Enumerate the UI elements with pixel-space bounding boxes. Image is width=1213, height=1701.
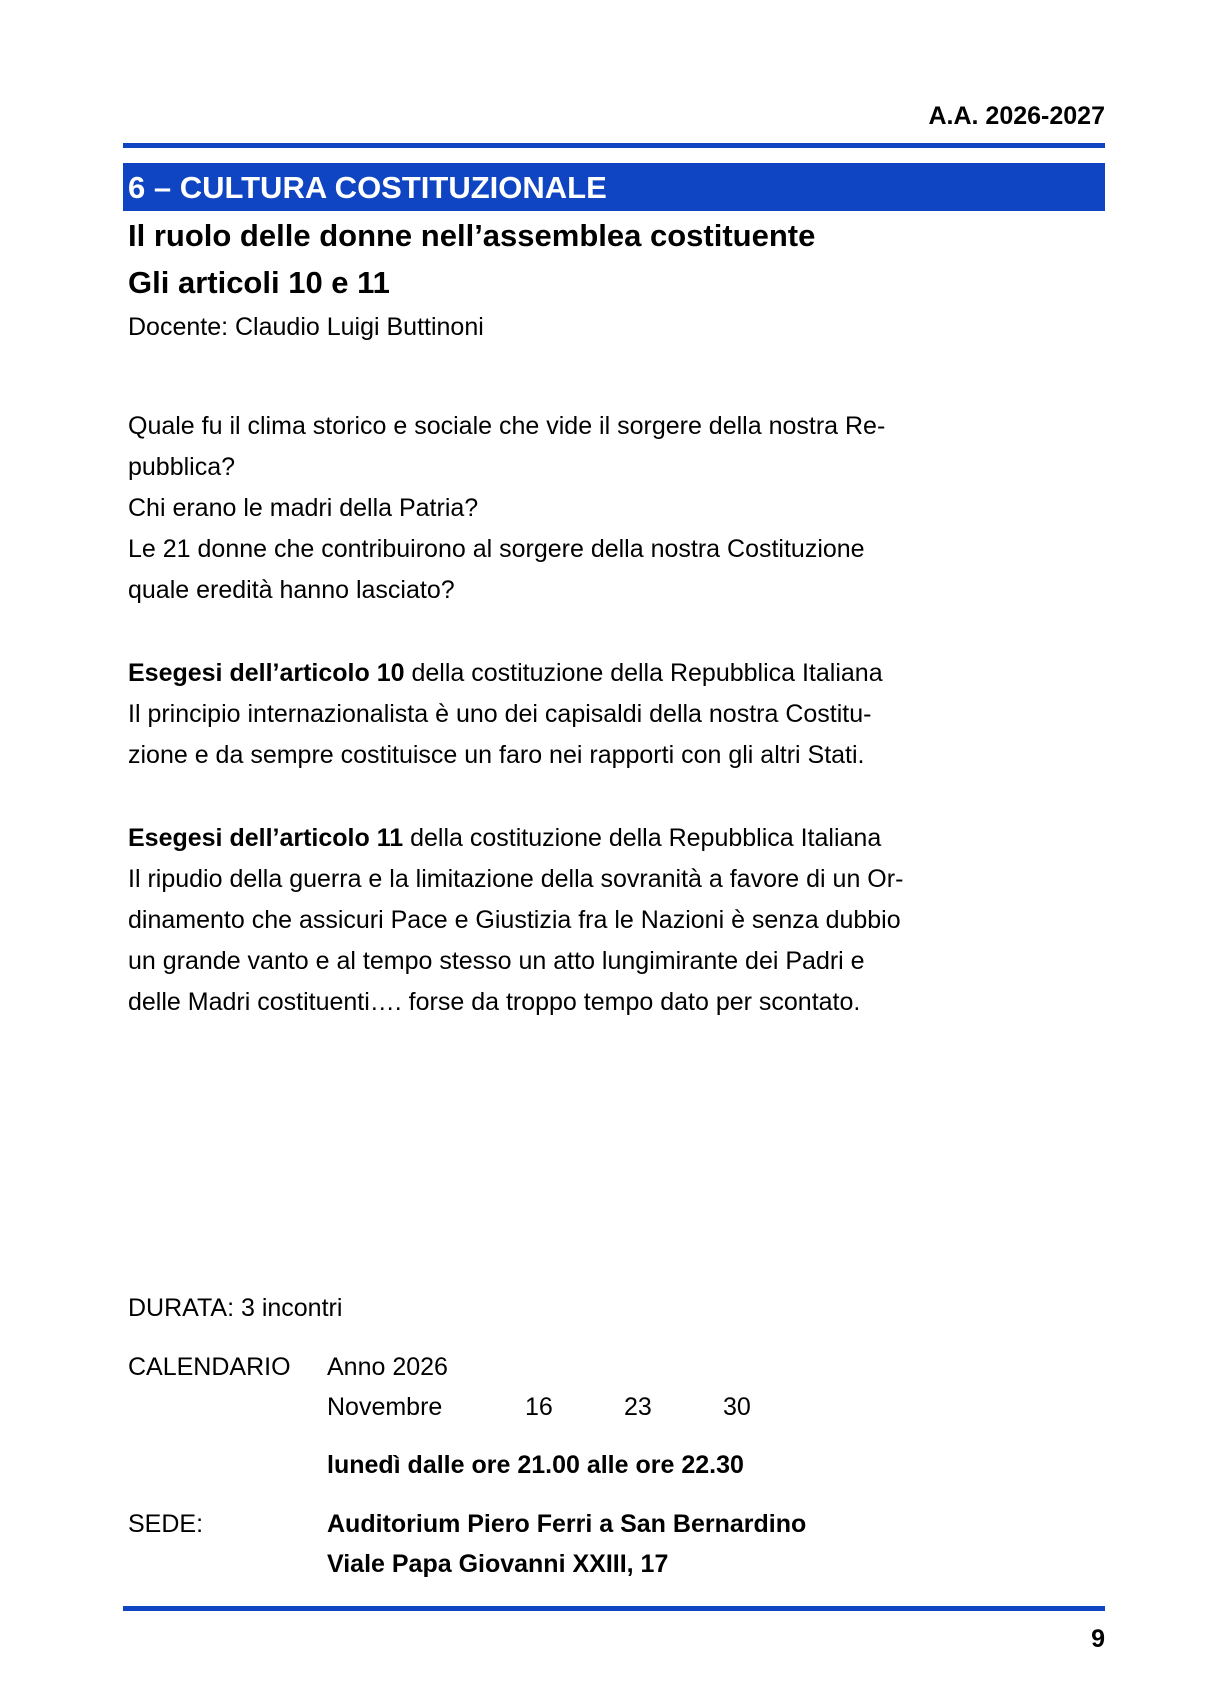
- calendar-month: Novembre: [327, 1393, 443, 1421]
- calendar-day: 16: [525, 1393, 553, 1421]
- article-11-paragraph: [128, 818, 1118, 1023]
- bottom-divider: [123, 1606, 1105, 1611]
- page-number: 9: [1091, 1625, 1105, 1653]
- calendar-year: Anno 2026: [327, 1353, 448, 1381]
- article-10-heading: [128, 653, 1118, 694]
- calendar-label: CALENDARIO: [128, 1353, 291, 1381]
- intro-line: quale eredità hanno lasciato?: [128, 576, 455, 604]
- section-title: 6 – CULTURA COSTITUZIONALE: [123, 163, 1105, 211]
- article-11-heading: [128, 818, 1118, 859]
- article-11-line: dinamento che assicuri Pace e Giustizia fra le Nazioni è senza dubbio: [128, 906, 901, 934]
- intro-line: Le 21 donne che contribuirono al sorgere della nostra Costituzione: [128, 535, 865, 563]
- intro-line: Quale fu il clima storico e sociale che vide il sorgere della nostra Re-: [128, 412, 886, 440]
- article-11-label: Esegesi dell’articolo 11: [128, 824, 404, 852]
- venue-name: Auditorium Piero Ferri a San Bernardino: [327, 1510, 807, 1538]
- article-10-label: Esegesi dell’articolo 10: [128, 659, 405, 687]
- article-10-paragraph: [128, 653, 1118, 776]
- article-10-heading-rest: della costituzione della Repubblica Italiana: [404, 659, 883, 687]
- calendar-day: 30: [723, 1393, 751, 1421]
- academic-year: A.A. 2026-2027: [928, 102, 1105, 130]
- intro-paragraph: [128, 406, 1118, 611]
- intro-line: pubblica?: [128, 453, 236, 481]
- course-subtitle: Gli articoli 10 e 11: [128, 265, 390, 300]
- article-10-line: Il principio internazionalista è uno dei capisaldi della nostra Costitu-: [128, 700, 872, 728]
- article-10-line: zione e da sempre costituisce un faro nei rapporti con gli altri Stati.: [128, 741, 865, 769]
- calendar-day: 23: [624, 1393, 652, 1421]
- article-11-line: un grande vanto e al tempo stesso un atto lungimirante dei Padri e: [128, 947, 865, 975]
- top-divider: [123, 143, 1105, 148]
- intro-line: Chi erano le madri della Patria?: [128, 494, 479, 522]
- article-11-heading-rest: della costituzione della Repubblica Italiana: [403, 824, 882, 852]
- schedule-time: lunedì dalle ore 21.00 alle ore 22.30: [327, 1451, 744, 1479]
- article-11-line: delle Madri costituenti…. forse da troppo tempo dato per scontato.: [128, 988, 861, 1016]
- duration: DURATA: 3 incontri: [128, 1294, 343, 1322]
- course-title: Il ruolo delle donne nell’assemblea costituente: [128, 218, 816, 253]
- article-11-line: Il ripudio della guerra e la limitazione della sovranità a favore di un Or-: [128, 865, 904, 893]
- venue-address: Viale Papa Giovanni XXIII, 17: [327, 1550, 669, 1578]
- venue-label: SEDE:: [128, 1510, 204, 1538]
- teacher: Docente: Claudio Luigi Buttinoni: [128, 313, 484, 341]
